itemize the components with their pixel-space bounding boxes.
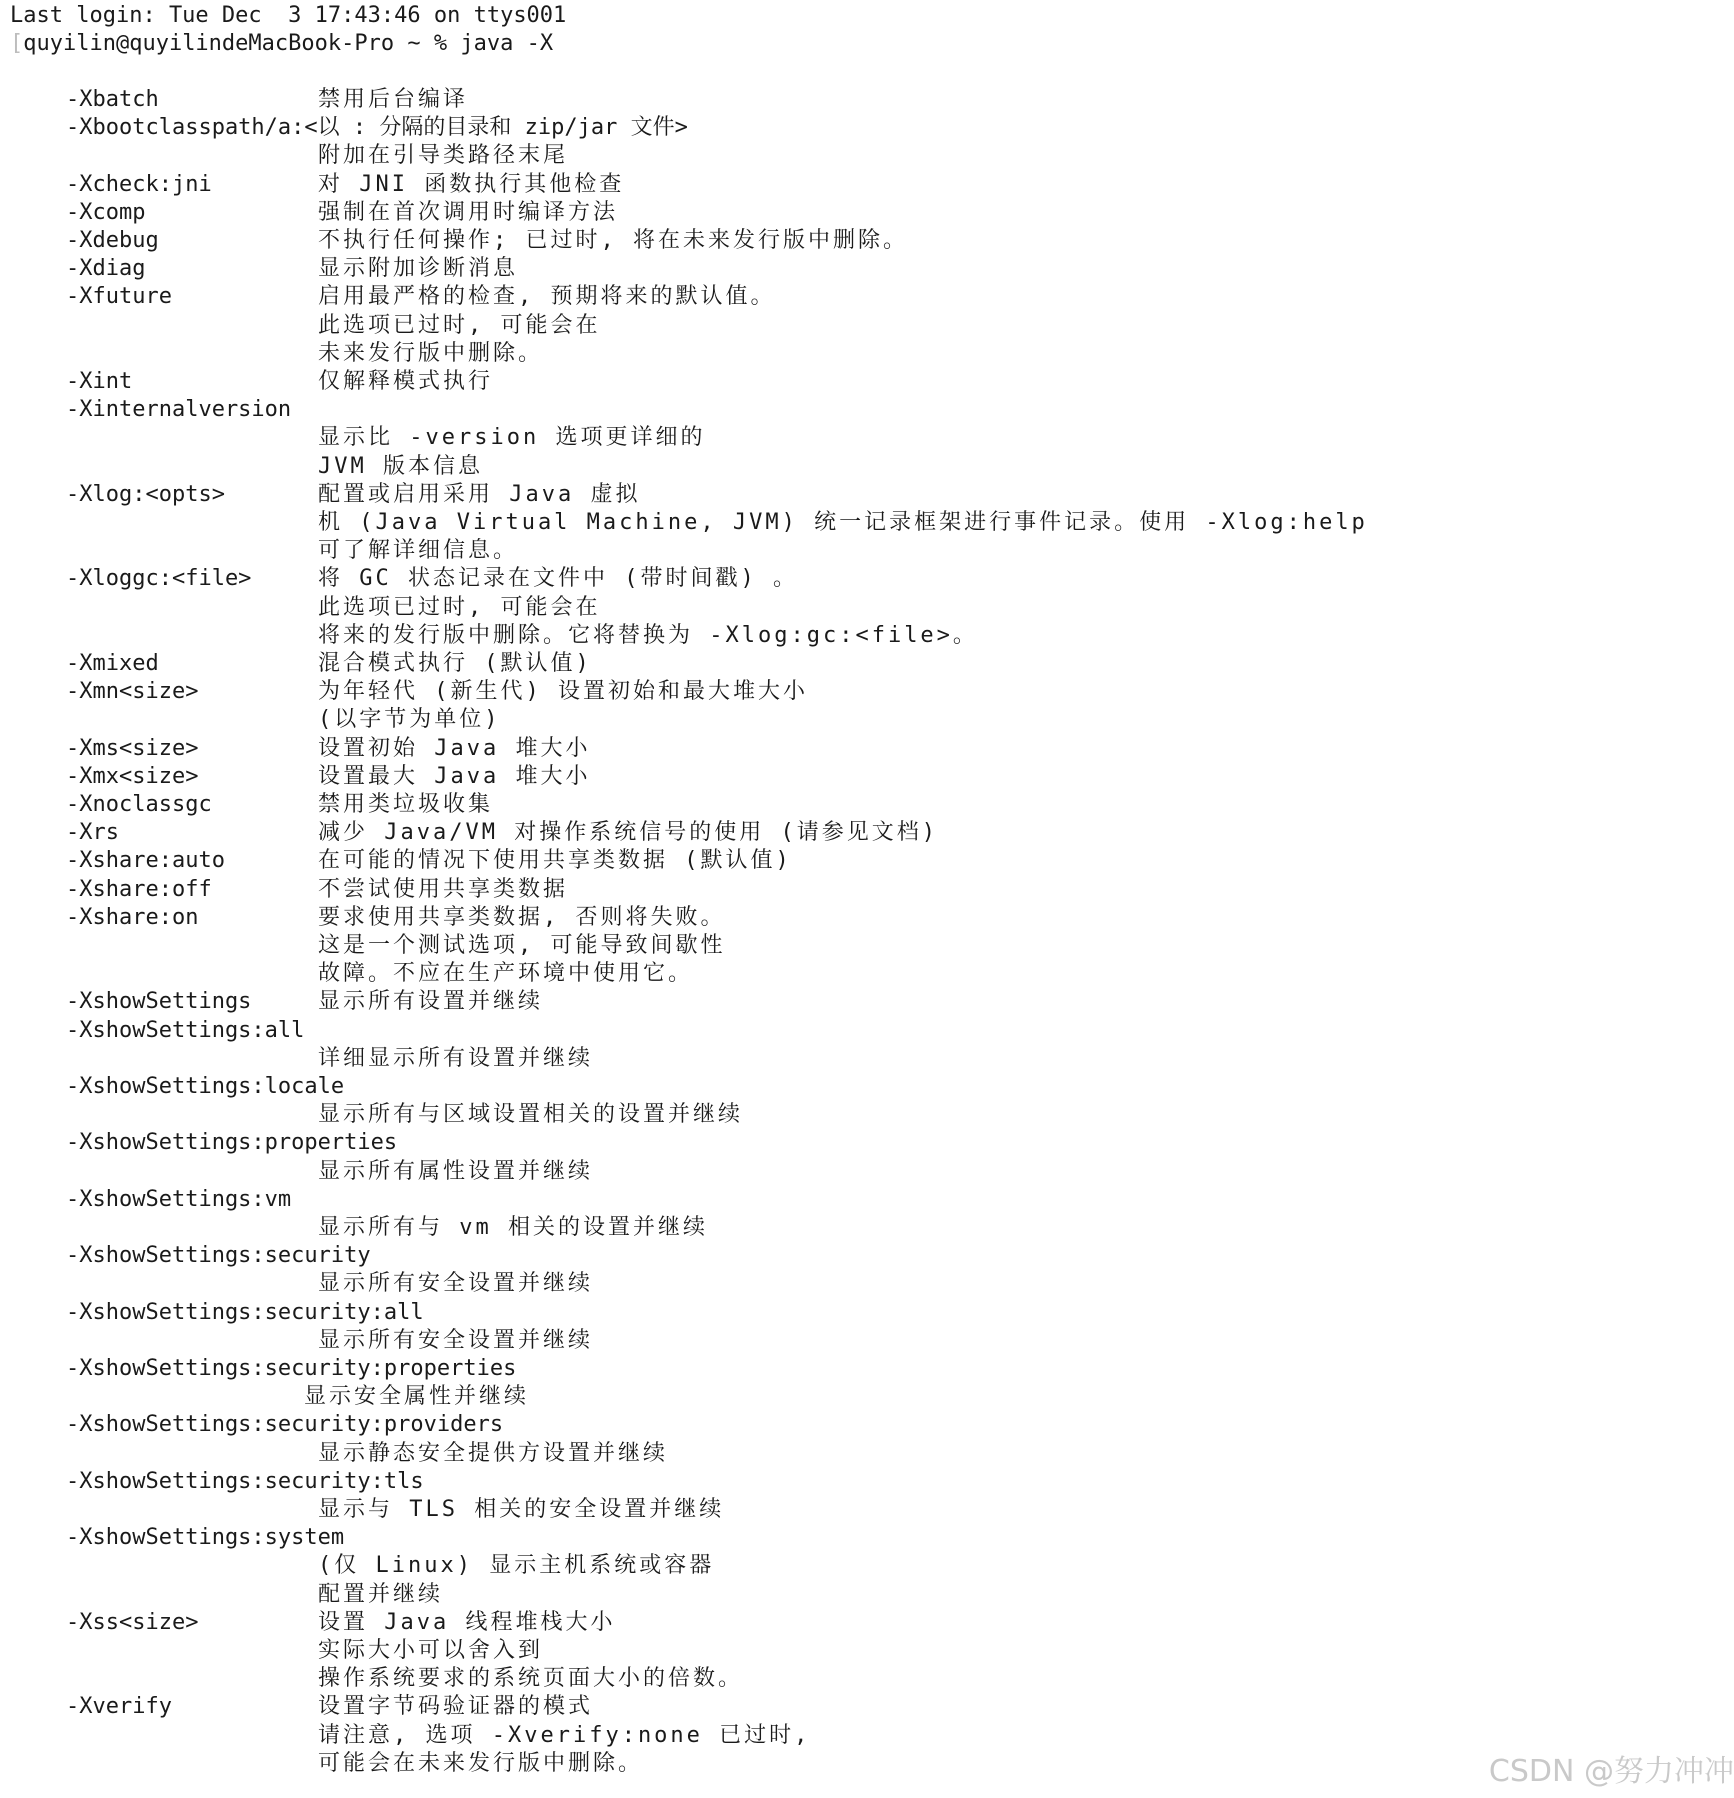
option-name: -XshowSettings:security:tls: [66, 1468, 424, 1494]
option-description: 启用最严格的检查, 预期将来的默认值。: [318, 284, 776, 310]
option-name: -Xbootclasspath/a:<以 : 分隔的目录和 zip/jar 文件>: [66, 115, 688, 141]
option-name: -Xdiag: [66, 256, 146, 282]
option-description: 为年轻代 (新生代) 设置初始和最大堆大小: [318, 679, 808, 705]
option-name: -Xloggc:<file>: [66, 566, 252, 592]
option-description: 减少 Java/VM 对操作系统信号的使用 (请参见文档): [318, 820, 938, 846]
option-description: 请注意, 选项 -Xverify:none 已过时,: [318, 1722, 811, 1748]
option-description: 显示静态安全提供方设置并继续: [318, 1440, 669, 1466]
option-name: -XshowSettings:security:properties: [66, 1356, 517, 1381]
option-description: 要求使用共享类数据, 否则将失败。: [318, 904, 726, 930]
prompt-command: java -X: [460, 31, 554, 56]
csdn-watermark: CSDN @努力冲冲: [1488, 1754, 1734, 1789]
option-description: 未来发行版中删除。: [318, 340, 544, 366]
option-description: 显示附加诊断消息: [318, 256, 519, 282]
option-name: -Xcheck:jni: [66, 171, 212, 197]
option-description: 显示所有与 vm 相关的设置并继续: [318, 1215, 708, 1240]
option-description: 显示比 -version 选项更详细的: [318, 425, 706, 451]
option-description: 将 GC 状态记录在文件中 (带时间戳) 。: [318, 566, 798, 592]
option-description: 此选项已过时, 可能会在: [318, 594, 601, 620]
option-name: -Xss<size>: [66, 1609, 199, 1635]
option-description: 设置初始 Java 堆大小: [318, 735, 591, 761]
option-name: -Xbatch: [66, 87, 159, 112]
option-description: 强制在首次调用时编译方法: [318, 199, 619, 225]
option-name: -Xdebug: [66, 228, 159, 253]
option-description: (仅 Linux) 显示主机系统或容器: [318, 1553, 715, 1579]
prompt-host: quyilin@quyilindeMacBook-Pro ~ %: [23, 31, 461, 56]
option-name: -Xmx<size>: [66, 763, 199, 789]
option-name: -Xnoclassgc: [66, 792, 212, 817]
option-description: 在可能的情况下使用共享类数据 (默认值): [318, 848, 792, 874]
option-name: -Xrs: [66, 820, 119, 846]
option-name: -Xshare:auto: [66, 848, 225, 874]
option-description: 详细显示所有设置并继续: [318, 1045, 594, 1071]
option-description: 可能会在未来发行版中删除。: [318, 1750, 644, 1776]
option-description: 可了解详细信息。: [318, 538, 519, 564]
option-name: -XshowSettings:locale: [66, 1074, 345, 1099]
option-description: 此选项已过时, 可能会在: [318, 312, 601, 338]
last-login-line: Last login: Tue Dec 3 17:43:46 on ttys001: [10, 3, 567, 28]
option-name: -XshowSettings:vm: [66, 1186, 292, 1212]
option-name: -Xverify: [66, 1694, 172, 1720]
option-name: -Xint: [66, 369, 133, 394]
option-description: (以字节为单位): [318, 707, 501, 733]
option-description: 显示所有属性设置并继续: [318, 1158, 594, 1184]
option-description: 显示所有安全设置并继续: [318, 1327, 594, 1353]
option-description: 禁用后台编译: [318, 87, 469, 112]
option-description: 显示所有设置并继续: [318, 989, 544, 1015]
option-name: -XshowSettings:security:all: [66, 1299, 424, 1325]
option-description: 故障。不应在生产环境中使用它。: [318, 961, 694, 987]
option-description: 仅解释模式执行: [318, 369, 494, 394]
option-name: -XshowSettings:properties: [66, 1130, 398, 1156]
option-description: 禁用类垃圾收集: [318, 792, 494, 817]
option-description: 设置字节码验证器的模式: [318, 1694, 594, 1720]
option-description: 配置或启用采用 Java 虚拟: [318, 481, 641, 507]
option-name: -XshowSettings:security: [66, 1243, 371, 1269]
option-description: 显示安全属性并继续: [304, 1384, 530, 1410]
option-name: -Xshare:on: [66, 904, 199, 930]
option-name: -Xinternalversion: [66, 397, 292, 423]
option-name: -XshowSettings:security:providers: [66, 1412, 504, 1438]
option-description: 对 JNI 函数执行其他检查: [318, 171, 625, 197]
option-name: -Xcomp: [66, 199, 146, 225]
option-description: JVM 版本信息: [318, 453, 483, 479]
option-name: -XshowSettings:all: [66, 1017, 305, 1043]
option-description: 将来的发行版中删除。它将替换为 -Xlog:gc:<file>。: [318, 622, 978, 648]
option-name: -Xfuture: [66, 284, 172, 310]
option-description: 不尝试使用共享类数据: [318, 876, 569, 902]
prompt-bracket-mark: [: [10, 31, 24, 56]
prompt-line: [10, 30, 553, 58]
option-description: 显示与 TLS 相关的安全设置并继续: [318, 1497, 725, 1522]
option-description: 显示所有与区域设置相关的设置并继续: [318, 1102, 744, 1128]
option-name: -Xms<size>: [66, 735, 199, 761]
option-description: 混合模式执行 (默认值): [318, 651, 592, 676]
option-description: 这是一个测试选项, 可能导致间歇性: [318, 933, 726, 958]
option-description: 显示所有安全设置并继续: [318, 1271, 594, 1297]
option-description: 不执行任何操作; 已过时, 将在未来发行版中删除。: [318, 228, 908, 253]
option-description: 机 (Java Virtual Machine, JVM) 统一记录框架进行事件记录。使用 -Xlog:help: [318, 510, 1368, 535]
option-description: 实际大小可以舍入到: [318, 1638, 544, 1663]
option-description: 设置 Java 线程堆栈大小: [318, 1609, 616, 1635]
option-name: -XshowSettings:system: [66, 1525, 345, 1551]
option-name: -Xshare:off: [66, 876, 212, 902]
option-name: -Xmixed: [66, 651, 159, 676]
option-name: -Xlog:<opts>: [66, 481, 225, 507]
option-description: 设置最大 Java 堆大小: [318, 763, 591, 789]
option-description: 操作系统要求的系统页面大小的倍数。: [318, 1666, 744, 1692]
option-name: -XshowSettings: [66, 989, 252, 1015]
option-name: -Xmn<size>: [66, 679, 199, 705]
option-description: 附加在引导类路径末尾: [318, 143, 569, 169]
option-description: 配置并继续: [318, 1581, 444, 1607]
